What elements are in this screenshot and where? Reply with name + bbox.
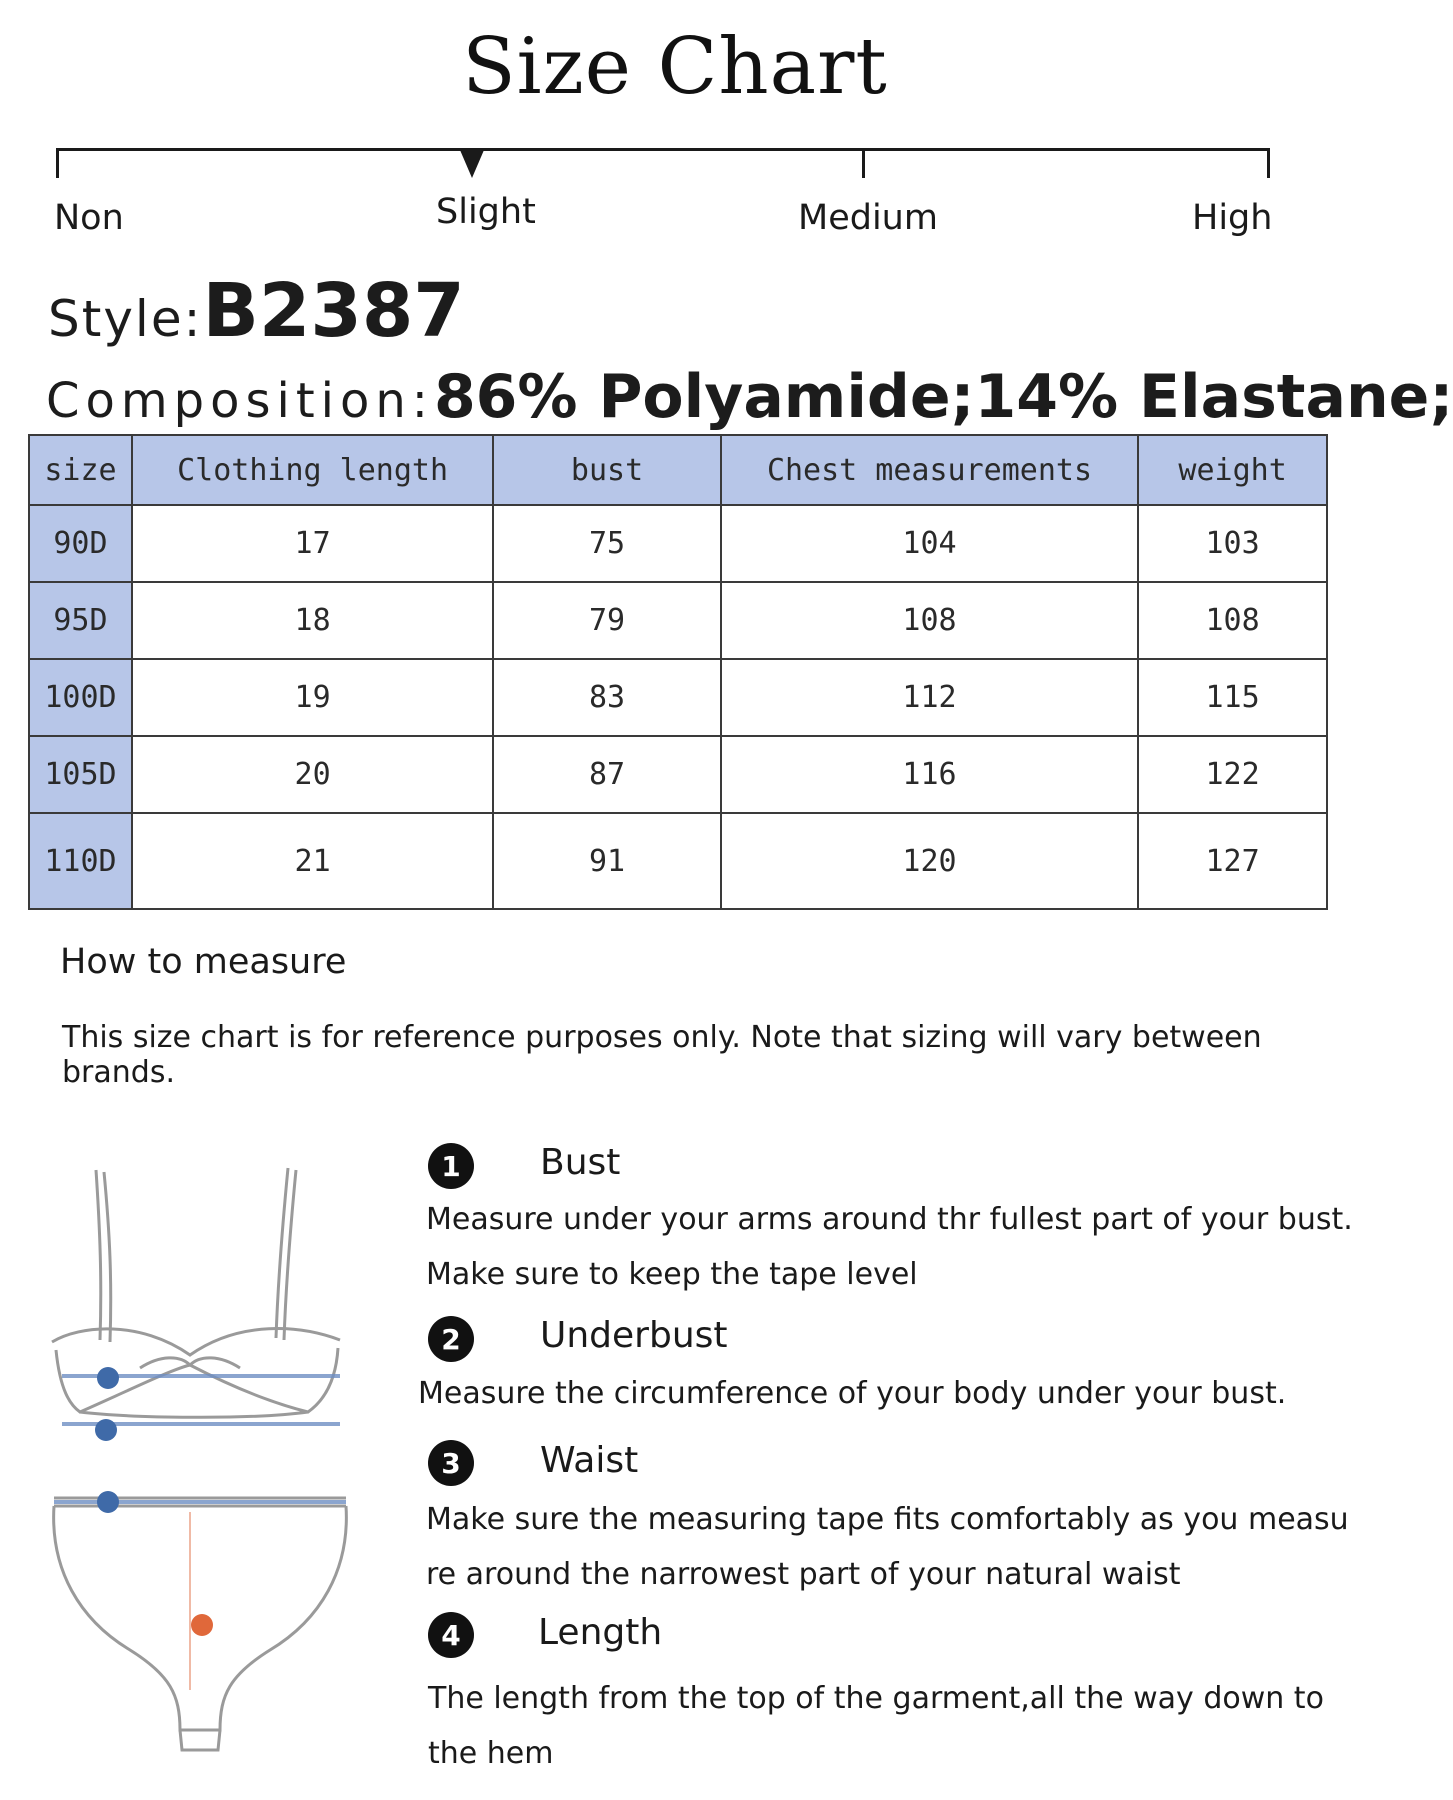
table-row	[29, 813, 1327, 909]
how-to-measure-title: How to measure	[60, 942, 347, 982]
style-label: Style:	[48, 290, 203, 348]
header-chest-measurements: Chest measurements	[721, 435, 1138, 505]
step-bust-text-1: Measure under your arms around thr fullest part of your bust.	[426, 1202, 1353, 1237]
step-bust-text-2: Make sure to keep the tape level	[426, 1257, 918, 1292]
step-length-text-2: the hem	[428, 1736, 554, 1771]
table-row	[29, 505, 1327, 582]
step-3-number-icon: 3	[428, 1440, 474, 1486]
step-4-number-icon: 4	[428, 1612, 474, 1658]
table-header-row	[29, 435, 1327, 505]
table-cell: 127	[1138, 813, 1327, 909]
table-cell: 108	[721, 582, 1138, 659]
table-cell: 122	[1138, 736, 1327, 813]
step-length-title: Length	[538, 1612, 663, 1653]
size-table	[28, 434, 1328, 910]
table-cell: 103	[1138, 505, 1327, 582]
table-row	[29, 582, 1327, 659]
scale-label-medium: Medium	[798, 198, 938, 238]
bikini-measurement-illustration-icon	[40, 1150, 360, 1750]
style-value: B2387	[202, 268, 465, 354]
step-waist-text-2: re around the narrowest part of your natural waist	[426, 1557, 1181, 1592]
scale-label-non: Non	[54, 198, 124, 238]
table-cell: 87	[493, 736, 721, 813]
reference-note: This size chart is for reference purposes only. Note that sizing will vary between brands.	[62, 1020, 1262, 1090]
table-cell: 75	[493, 505, 721, 582]
step-waist-text-1: Make sure the measuring tape fits comfortably as you measu	[426, 1502, 1349, 1537]
table-cell: 20	[132, 736, 493, 813]
step-2-number-icon: 2	[428, 1316, 474, 1362]
composition-value: 86% Polyamide;14% Elastane;	[433, 362, 1453, 432]
size-cell: 110D	[29, 813, 132, 909]
scale-tick-high	[1267, 148, 1270, 178]
scale-selected-marker-icon	[460, 150, 484, 178]
size-cell: 95D	[29, 582, 132, 659]
page-title: Size Chart	[462, 22, 888, 112]
scale-line	[56, 148, 1270, 151]
table-cell: 83	[493, 659, 721, 736]
style-line	[48, 268, 465, 354]
marker-underbust-icon	[95, 1419, 117, 1441]
table-cell: 21	[132, 813, 493, 909]
scale-tick-non	[56, 148, 59, 178]
step-length-text-1: The length from the top of the garment,all the way down to	[428, 1681, 1324, 1716]
stretch-scale	[54, 148, 1273, 238]
step-underbust-title: Underbust	[540, 1315, 728, 1356]
header-bust: bust	[493, 435, 721, 505]
header-size: size	[29, 435, 132, 505]
table-cell: 17	[132, 505, 493, 582]
header-weight: weight	[1138, 435, 1327, 505]
header-clothing-length: Clothing length	[132, 435, 493, 505]
size-cell: 100D	[29, 659, 132, 736]
scale-label-slight: Slight	[436, 192, 536, 232]
marker-waist-icon	[97, 1491, 119, 1513]
marker-bust-icon	[97, 1367, 119, 1389]
step-1-number-icon: 1	[428, 1143, 474, 1189]
composition-label: Composition:	[46, 373, 434, 429]
scale-tick-medium	[862, 148, 865, 178]
step-bust-title: Bust	[540, 1142, 621, 1183]
step-underbust-text-1: Measure the circumference of your body under your bust.	[418, 1376, 1287, 1411]
scale-label-high: High	[1192, 198, 1273, 238]
size-cell: 90D	[29, 505, 132, 582]
marker-length-icon	[191, 1614, 213, 1636]
table-cell: 120	[721, 813, 1138, 909]
table-cell: 112	[721, 659, 1138, 736]
table-cell: 115	[1138, 659, 1327, 736]
table-cell: 18	[132, 582, 493, 659]
table-cell: 108	[1138, 582, 1327, 659]
size-cell: 105D	[29, 736, 132, 813]
table-row	[29, 659, 1327, 736]
table-cell: 19	[132, 659, 493, 736]
table-row	[29, 736, 1327, 813]
table-cell: 104	[721, 505, 1138, 582]
table-cell: 79	[493, 582, 721, 659]
composition-line	[46, 362, 1453, 432]
step-waist-title: Waist	[540, 1440, 639, 1481]
table-cell: 91	[493, 813, 721, 909]
table-cell: 116	[721, 736, 1138, 813]
